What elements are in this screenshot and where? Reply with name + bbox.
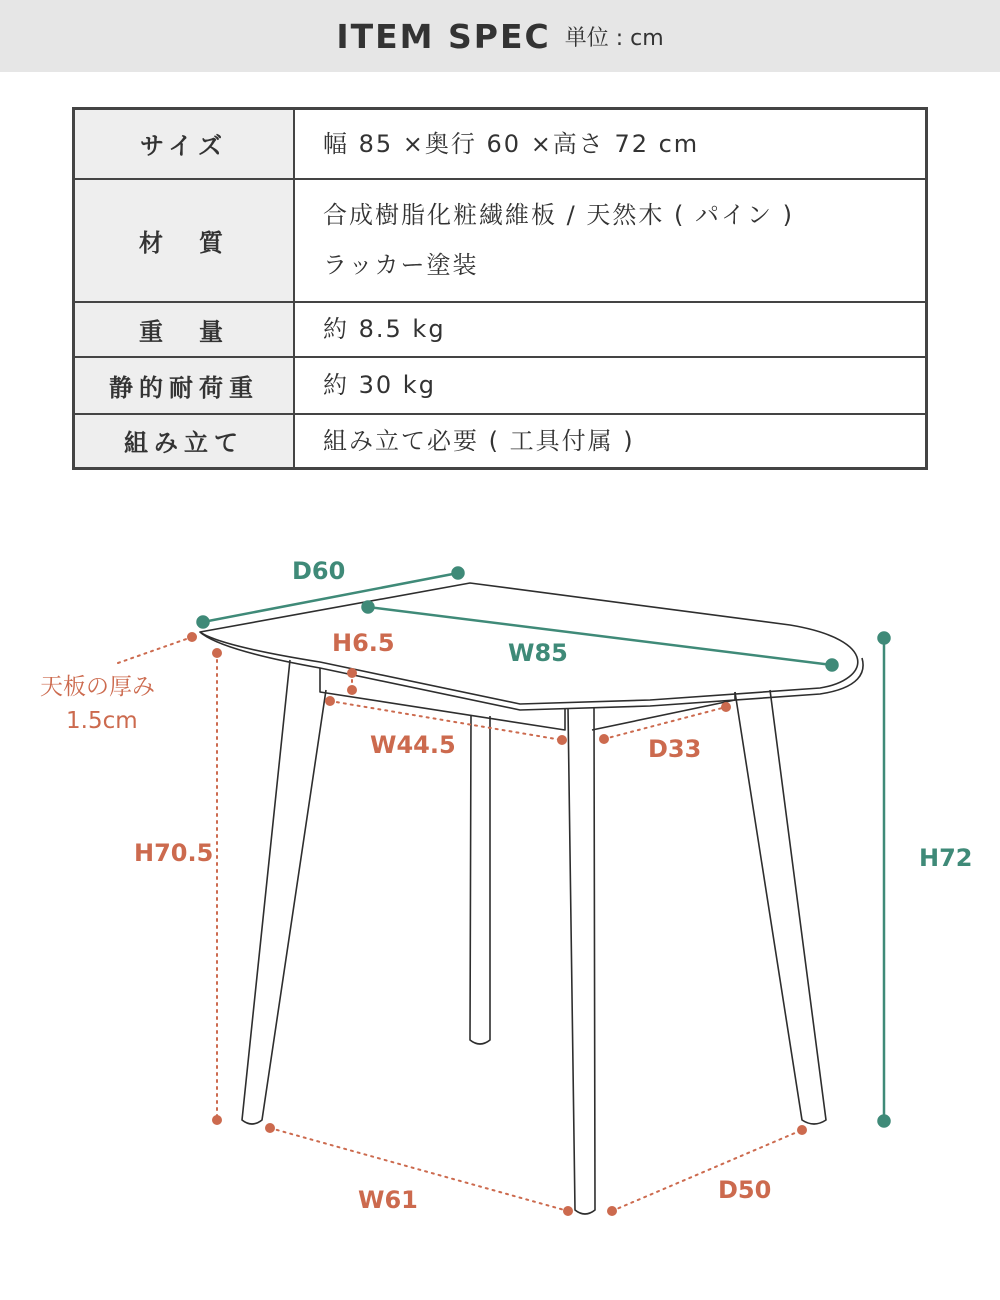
spec-value-line: 合成樹脂化粧繊維板 / 天然木 ( パイン ) — [323, 201, 794, 229]
dim-dot — [453, 568, 464, 579]
dim-dot — [198, 617, 209, 628]
dim-dot — [212, 1115, 222, 1125]
dim-dot — [721, 702, 731, 712]
label-w61: W61 — [358, 1186, 418, 1214]
dim-dot — [607, 1206, 617, 1216]
label-d33: D33 — [648, 735, 702, 763]
label-d60: D60 — [292, 557, 346, 585]
dim-line-w85 — [368, 607, 832, 665]
dim-line-d50 — [612, 1130, 802, 1211]
dim-dot — [363, 602, 374, 613]
spec-label: 静的耐荷重 — [74, 357, 295, 414]
dim-line-w61 — [270, 1128, 568, 1211]
dim-dot — [347, 685, 357, 695]
spec-value-line: 幅 85 ×奥行 60 ×高さ 72 cm — [323, 129, 700, 158]
label-h72: H72 — [919, 844, 973, 872]
page-title: ITEM SPEC — [336, 16, 551, 56]
leg-right — [735, 690, 826, 1124]
spec-value-line: ラッカー塗装 — [323, 251, 479, 279]
label-w85: W85 — [508, 639, 568, 667]
spec-label: 組み立て — [74, 414, 295, 469]
dim-dot — [325, 696, 335, 706]
dim-line-thickness — [118, 637, 192, 663]
spec-label: 材 質 — [74, 179, 295, 302]
leg-back — [470, 716, 490, 1044]
orange-dimensions — [118, 637, 802, 1211]
dim-dot — [599, 734, 609, 744]
spec-value-line: 約 30 kg — [323, 371, 436, 399]
spec-value-line: 約 8.5 kg — [323, 315, 446, 343]
dim-dot — [212, 648, 222, 658]
dim-dot — [879, 1116, 890, 1127]
dim-dot — [563, 1206, 573, 1216]
dim-dot — [557, 735, 567, 745]
label-w445: W44.5 — [370, 731, 456, 759]
dim-dot — [827, 660, 838, 671]
spec-label: サイズ — [74, 109, 295, 179]
dim-dot — [797, 1125, 807, 1135]
label-thickness-value: 1.5cm — [66, 708, 138, 734]
label-d50: D50 — [718, 1176, 772, 1204]
table-drawing — [200, 583, 863, 1214]
leg-front-right — [568, 708, 595, 1214]
label-h705: H70.5 — [134, 839, 214, 867]
label-thickness: 天板の厚み — [40, 674, 155, 700]
unit-note: 単位 : cm — [564, 25, 664, 51]
spec-label: 重 量 — [74, 302, 295, 357]
dim-dot — [187, 632, 197, 642]
dim-dot — [347, 668, 357, 678]
dim-dot — [265, 1123, 275, 1133]
leg-front-left — [242, 660, 326, 1124]
spec-value-line: 組み立て必要 ( 工具付属 ) — [323, 426, 635, 455]
dim-dot — [879, 633, 890, 644]
label-h65: H6.5 — [332, 629, 395, 657]
